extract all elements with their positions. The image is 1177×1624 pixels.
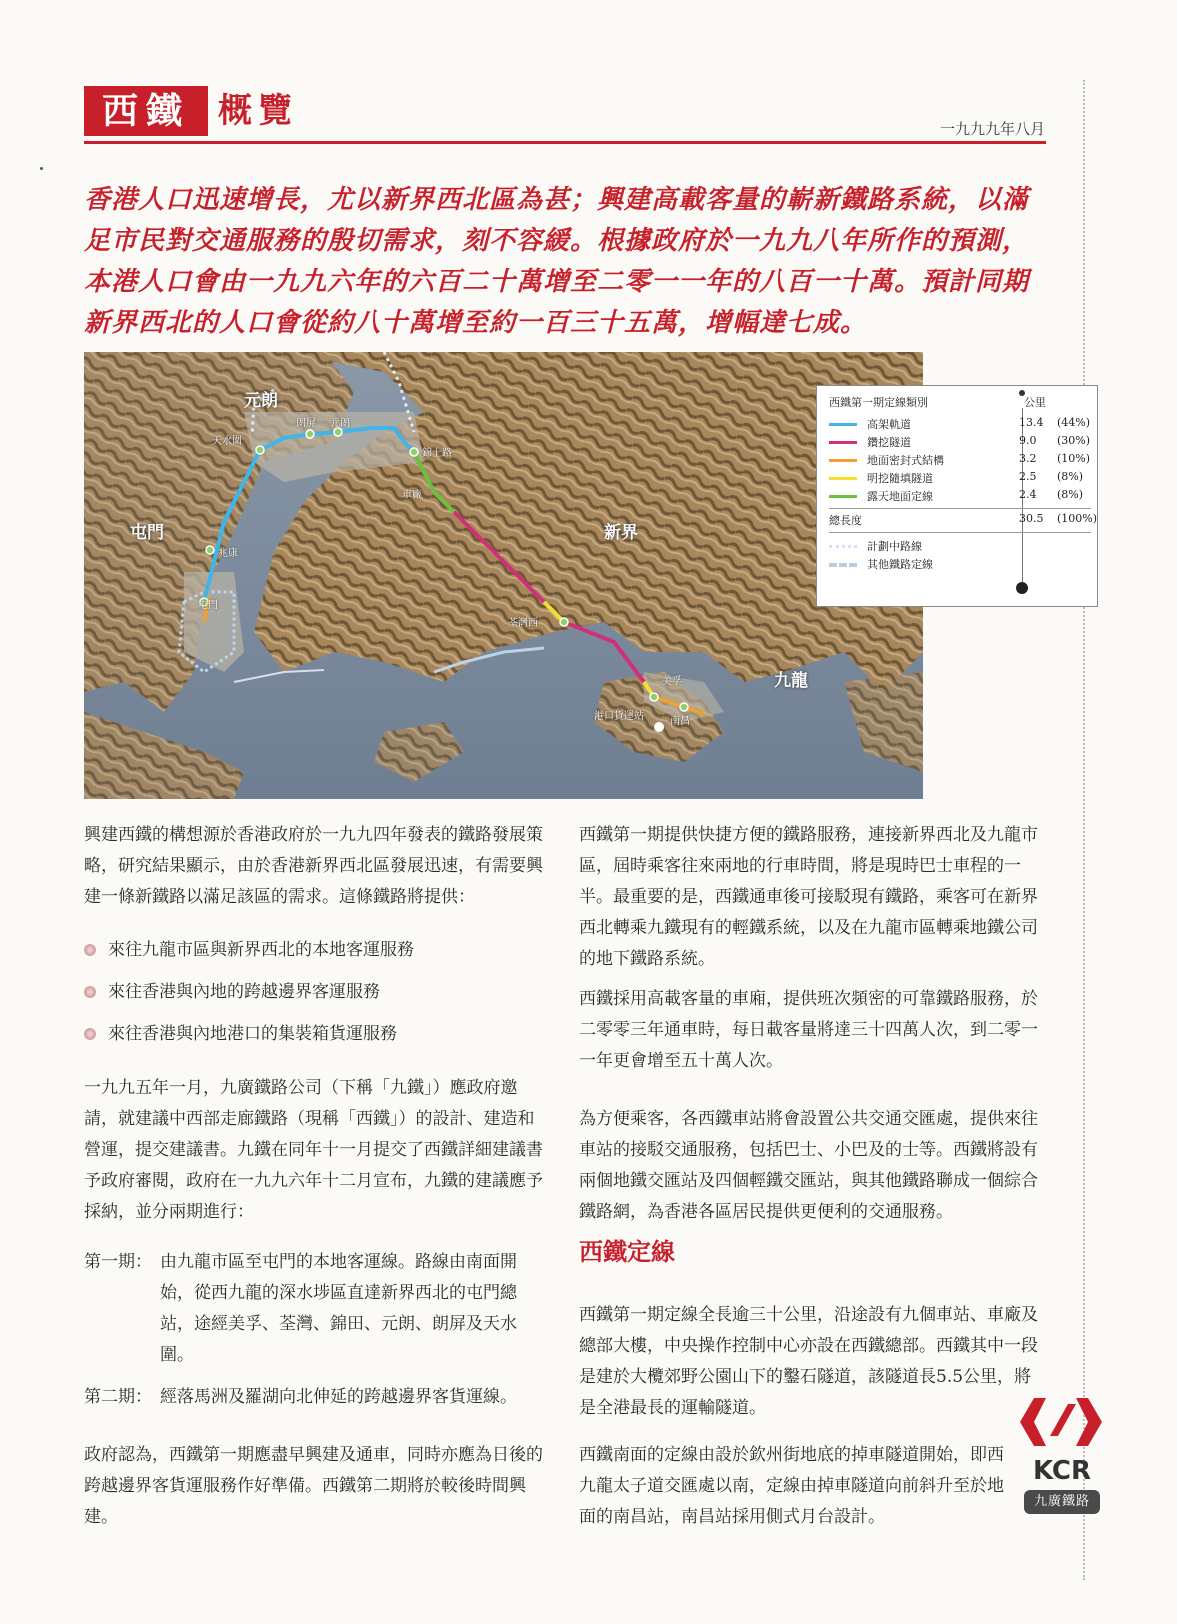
legend-total-row xyxy=(829,512,1098,528)
station-label: 港口貨運站 xyxy=(594,711,644,722)
left-paragraph-3: 政府認為，西鐵第一期應盡早興建及通車，同時亦應為日後的跨越邊界客貨運服務作好準備。西鐵第二期將於較後時間興建。 xyxy=(84,1445,543,1527)
left-paragraph-2: 一九九五年一月，九廣鐵路公司（下稱「九鐵」）應政府邀請，就建議中西部走廊鐵路（現稱「西鐵」）的設計、建造和營運，提交建議書。九鐵在同年十一月提交了西鐵詳細建議書予政府審閱，政府在一九九六年十二月宣布，九鐵的建議應予採納，並分兩期進行： xyxy=(84,1078,543,1222)
legend-row xyxy=(829,434,1089,450)
right-paragraph-2: 西鐵採用高載客量的車廂，提供班次頻密的可靠鐵路服務，於二零零三年通車時，每日載客量將達三十四萬人次，到二零一一年更會增至五十萬人次。 xyxy=(579,989,1038,1071)
bullet-text: 來往香港與內地的跨越邊界客運服務 xyxy=(108,982,380,1002)
legend-unit: 公里 xyxy=(1024,396,1046,409)
legend-km: 2.4 xyxy=(1019,488,1037,501)
legend-swatch xyxy=(829,459,857,462)
station-label: 車廠 xyxy=(402,490,422,501)
legend-total-label: 總長度 xyxy=(829,514,862,527)
title-main: 西鐵 xyxy=(84,86,208,136)
bullet-icon xyxy=(84,944,96,956)
kcr-logo-mark xyxy=(1016,1392,1106,1454)
legend-divider xyxy=(829,532,1091,533)
legend-row xyxy=(829,488,1089,504)
legend-row xyxy=(829,470,1089,486)
bullet-icon xyxy=(84,1028,96,1040)
map-terrain xyxy=(84,352,923,799)
legend-km: 9.0 xyxy=(1019,434,1037,447)
legend-swatch xyxy=(829,495,857,498)
legend-name: 鑽挖隧道 xyxy=(867,436,911,449)
station-label: 元朗 xyxy=(330,418,350,429)
legend-heading: 西鐵第一期定線類別 xyxy=(829,396,928,409)
place-label-yuen-long: 元朗 xyxy=(244,391,278,411)
map-legend xyxy=(816,385,1098,607)
legend-divider xyxy=(829,508,1091,509)
legend-marker-bottom xyxy=(1016,582,1028,594)
legend-pct: (30%) xyxy=(1057,434,1091,447)
header-date: 一九九九年八月 xyxy=(939,120,1045,138)
title-sub: 概覽 xyxy=(218,91,298,131)
route-map xyxy=(84,352,923,799)
legend-km: 3.2 xyxy=(1019,452,1037,465)
legend-name: 露天地面定線 xyxy=(867,490,933,503)
legend-row xyxy=(829,538,1089,554)
right-paragraph-4: 西鐵第一期定線全長逾三十公里，沿途設有九個車站、車廠及總部大樓，中央操作控制中心亦設在西鐵總部。西鐵其中一段是建於大欖郊野公園山下的鑿石隧道，該隧道長5.5公里，將是全港最長的運輸隧道。 xyxy=(579,1305,1038,1418)
legend-km: 13.4 xyxy=(1019,416,1044,429)
section-title-route: 西鐵定線 xyxy=(579,1237,675,1266)
header-rule xyxy=(84,141,1046,144)
right-paragraph-3: 為方便乘客，各西鐵車站將會設置公共交通交匯處，提供來往車站的接駁交通服務，包括巴士、小巴及的士等。西鐵將設有兩個地鐵交匯站及四個輕鐵交匯站，與其他鐵路聯成一個綜合鐵路網，為香港各區居民提供更便利的交通服務。 xyxy=(579,1109,1038,1222)
legend-row xyxy=(829,556,1089,572)
legend-km: 2.5 xyxy=(1019,470,1037,483)
legend-pct: (44%) xyxy=(1057,416,1091,429)
legend-pct: (8%) xyxy=(1057,488,1084,501)
phase1-label: 第一期： xyxy=(84,1252,152,1272)
page-edge-perforation xyxy=(1083,80,1085,1580)
legend-swatch xyxy=(829,441,857,444)
place-label-kowloon: 九龍 xyxy=(774,671,808,691)
legend-swatch xyxy=(829,423,857,426)
left-paragraph-1: 興建西鐵的構想源於香港政府於一九九四年發表的鐵路發展策略，研究結果顯示，由於香港新界西北區發展迅速，有需要興建一條新鐵路以滿足該區的需求。這條鐵路將提供： xyxy=(84,825,543,907)
station-label: 南昌 xyxy=(670,716,690,727)
legend-swatch xyxy=(829,545,857,548)
place-label-new-territories: 新界 xyxy=(604,523,638,543)
phase2-text: 經落馬洲及羅湖向北伸延的跨越邊界客貨運線。 xyxy=(160,1387,517,1407)
kcr-logo xyxy=(1016,1392,1106,1522)
bullet-icon xyxy=(84,986,96,998)
station-label: 朗屏 xyxy=(296,418,316,429)
legend-name: 其他鐵路定線 xyxy=(867,558,933,571)
legend-name: 地面密封式結構 xyxy=(867,454,944,467)
station-label: 錦上路 xyxy=(422,448,452,459)
legend-total-km: 30.5 xyxy=(1019,512,1044,525)
station-label: 兆康 xyxy=(218,548,238,559)
legend-swatch xyxy=(829,477,857,480)
legend-name: 計劃中路線 xyxy=(867,540,922,553)
kcr-logo-badge: 九廣鐵路 xyxy=(1024,1490,1100,1514)
place-label-tuen-mun: 屯門 xyxy=(130,523,164,543)
right-paragraph-1: 西鐵第一期提供快捷方便的鐵路服務，連接新界西北及九龍市區，屆時乘客往來兩地的行車時間，將是現時巴士車程的一半。最重要的是，西鐵通車後可接駁現有鐵路，乘客可在新界西北轉乘九鐵現有的輕鐵系統，以及在九龍市區轉乘地鐵公司的地下鐵路系統。 xyxy=(579,825,1038,969)
station-label: 屯門 xyxy=(198,600,218,611)
intro-paragraph: 香港人口迅速增長，尤以新界西北區為甚；興建高載客量的嶄新鐵路系統，以滿足市民對交通服務的殷切需求，刻不容緩。根據政府於一九九八年所作的預測，本港人口會由一九九六年的六百二十萬增至二零一一年的八百一十萬。預計同期新界西北的人口會從約八十萬增至約一百三十五萬，增幅達七成。 xyxy=(84,185,1030,338)
legend-total-pct: (100%) xyxy=(1057,512,1098,525)
kcr-logo-text: KCR xyxy=(1032,1456,1092,1486)
phase2-label: 第二期： xyxy=(84,1387,152,1407)
phase1-text: 由九龍市區至屯門的本地客運線。路線由南面開始，從西九龍的深水埗區直達新界西北的屯門總站，途經美孚、荃灣、錦田、元朗、朗屏及天水圍。 xyxy=(160,1252,517,1365)
bullet-text: 來往九龍市區與新界西北的本地客運服務 xyxy=(108,940,414,960)
legend-pct: (10%) xyxy=(1057,452,1091,465)
station-label: 天水圍 xyxy=(212,436,242,447)
legend-row xyxy=(829,416,1089,432)
legend-name: 明挖隨填隧道 xyxy=(867,472,933,485)
legend-row xyxy=(829,452,1089,468)
station-label: 荃灣西 xyxy=(508,618,538,629)
stray-dot xyxy=(40,167,43,170)
legend-pct: (8%) xyxy=(1057,470,1084,483)
bullet-text: 來往香港與內地港口的集裝箱貨運服務 xyxy=(108,1024,397,1044)
legend-swatch xyxy=(829,563,857,567)
right-paragraph-5: 西鐵南面的定線由設於欽州街地底的掉車隧道開始，即西九龍太子道交匯處以南，定線由掉車隧道向前斜升至於地面的南昌站，南昌站採用側式月台設計。 xyxy=(579,1445,1004,1527)
legend-name: 高架軌道 xyxy=(867,418,911,431)
station-label: 美孚 xyxy=(662,676,682,687)
